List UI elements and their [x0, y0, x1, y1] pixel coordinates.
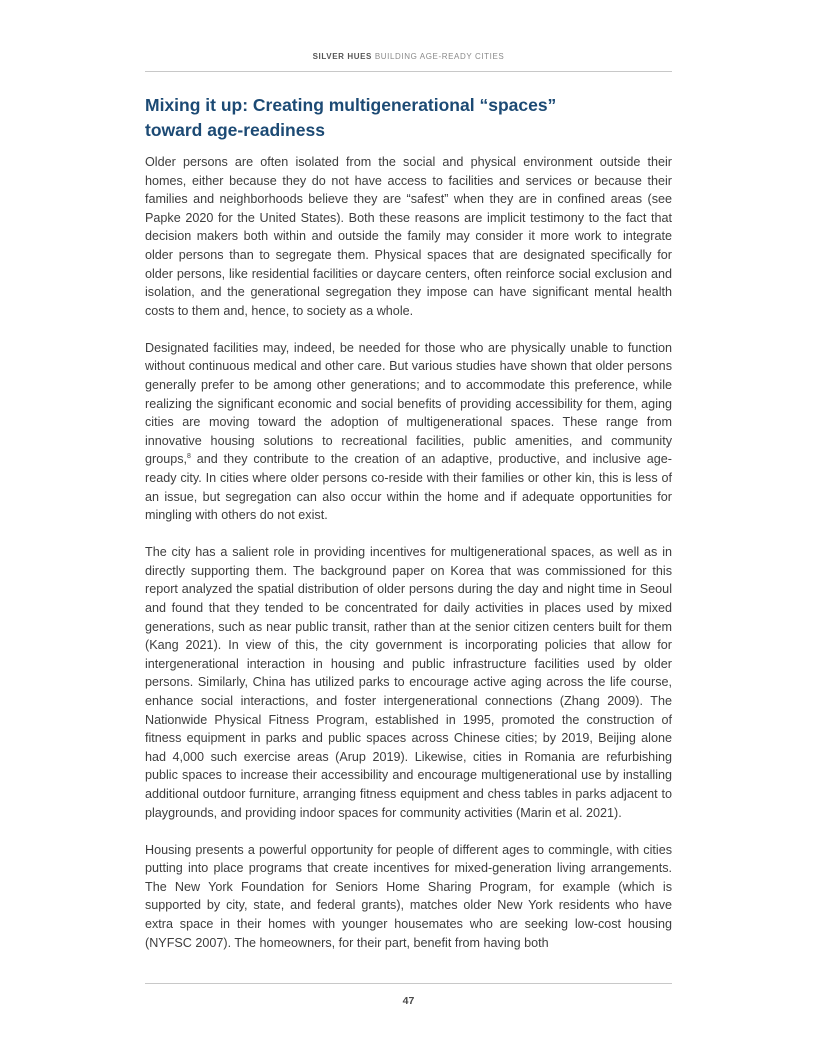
page-number: 47 — [402, 995, 415, 1007]
paragraph-3: The city has a salient role in providing incentives for multigenerational spaces, as well as in directly supporting them. The background paper on Korea that was commissioned for this report analyzed the spatial distribution of older persons during the day and night time in Seoul and found that they tended to be concentrated for daily activities in places used by mixed generations, such as near public transit, rather than at the senior citizen centers built for them (Kang 2021). In view of this, the city government is incorporating policies that allow for intergenerational interaction in housing and public infrastructure facilities used by older persons. Similarly, China has utilized parks to encourage active aging across the life course, enhance social interactions, and foster intergenerational connections (Zhang 2009). The Nationwide Physical Fitness Program, established in 1995, promoted the construction of fitness equipment in parks and public spaces across Chinese cities; by 2019, Beijing alone had 4,000 such exercise areas (Arup 2019). Likewise, cities in Romania are refurbishing public spaces to increase their accessibility and encourage multigenerational use by installing additional outdoor furniture, arranging fitness equipment and chess tables in parks adjacent to playgrounds, and providing indoor spaces for community activities (Marin et al. 2021). — [145, 545, 672, 820]
running-head-series: SILVER HUES — [312, 52, 372, 61]
section-title-line-1: Mixing it up: Creating multigenerational “spaces” — [145, 95, 557, 115]
paragraph-4: Housing presents a powerful opportunity for people of different ages to commingle, with cities putting into place programs that create incentives for mixed-generation living arrangements. The New York Foundation for Seniors Home Sharing Program, for example (which is supported by city, state, and federal grants), matches older New York residents who have extra space in their homes with younger housemates who are seeking low-cost housing (NYFSC 2007). The homeowners, for their part, benefit from having both — [145, 842, 672, 950]
paragraph-2-text-a: Designated facilities may, indeed, be needed for those who are physically unable to function without continuous medical and other care. But various studies have shown that older persons generally prefer to be among other generations; and to accommodate this preference, while realizing the significant economic and social benefits of providing accessibility for them, aging cities are moving toward the adoption of multigenerational spaces. These range from innovative housing solutions to recreational facilities, public amenities, and community groups, — [145, 340, 672, 467]
section-title-line-2: toward age-readiness — [145, 120, 325, 140]
running-head — [145, 52, 672, 61]
footnote-reference-8[interactable]: 8 — [187, 453, 191, 461]
header-divider — [145, 71, 672, 72]
section-title — [145, 93, 672, 143]
footer-divider — [145, 983, 672, 984]
paragraph-2 — [145, 339, 672, 525]
page-content — [145, 93, 672, 971]
paragraph-2-text-b: and they contribute to the creation of an adaptive, productive, and inclusive age-ready city. In cities where older persons co-reside with their families or other kin, this is less of an issue, but segregation can also occur within the home and if adequate opportunities for mingling with others do not exist. — [145, 452, 672, 523]
running-head-subtitle: BUILDING AGE-READY CITIES — [374, 52, 505, 61]
paragraph-1: Older persons are often isolated from the social and physical environment outside their homes, either because they do not have access to facilities and services or because their families and neighborhoods believe they are “safest” when they are in confined areas (see Papke 2020 for the United States). Both these reasons are implicit testimony to the fact that decision makers both within and outside the family may consider it more work to integrate older persons than to segregate them. Physical spaces that are designated specifically for older persons, like residential facilities or daycare centers, often reinforce social exclusion and isolation, and the generational segregation they impose can have significant mental health costs to them and, hence, to society as a whole. — [145, 155, 672, 318]
